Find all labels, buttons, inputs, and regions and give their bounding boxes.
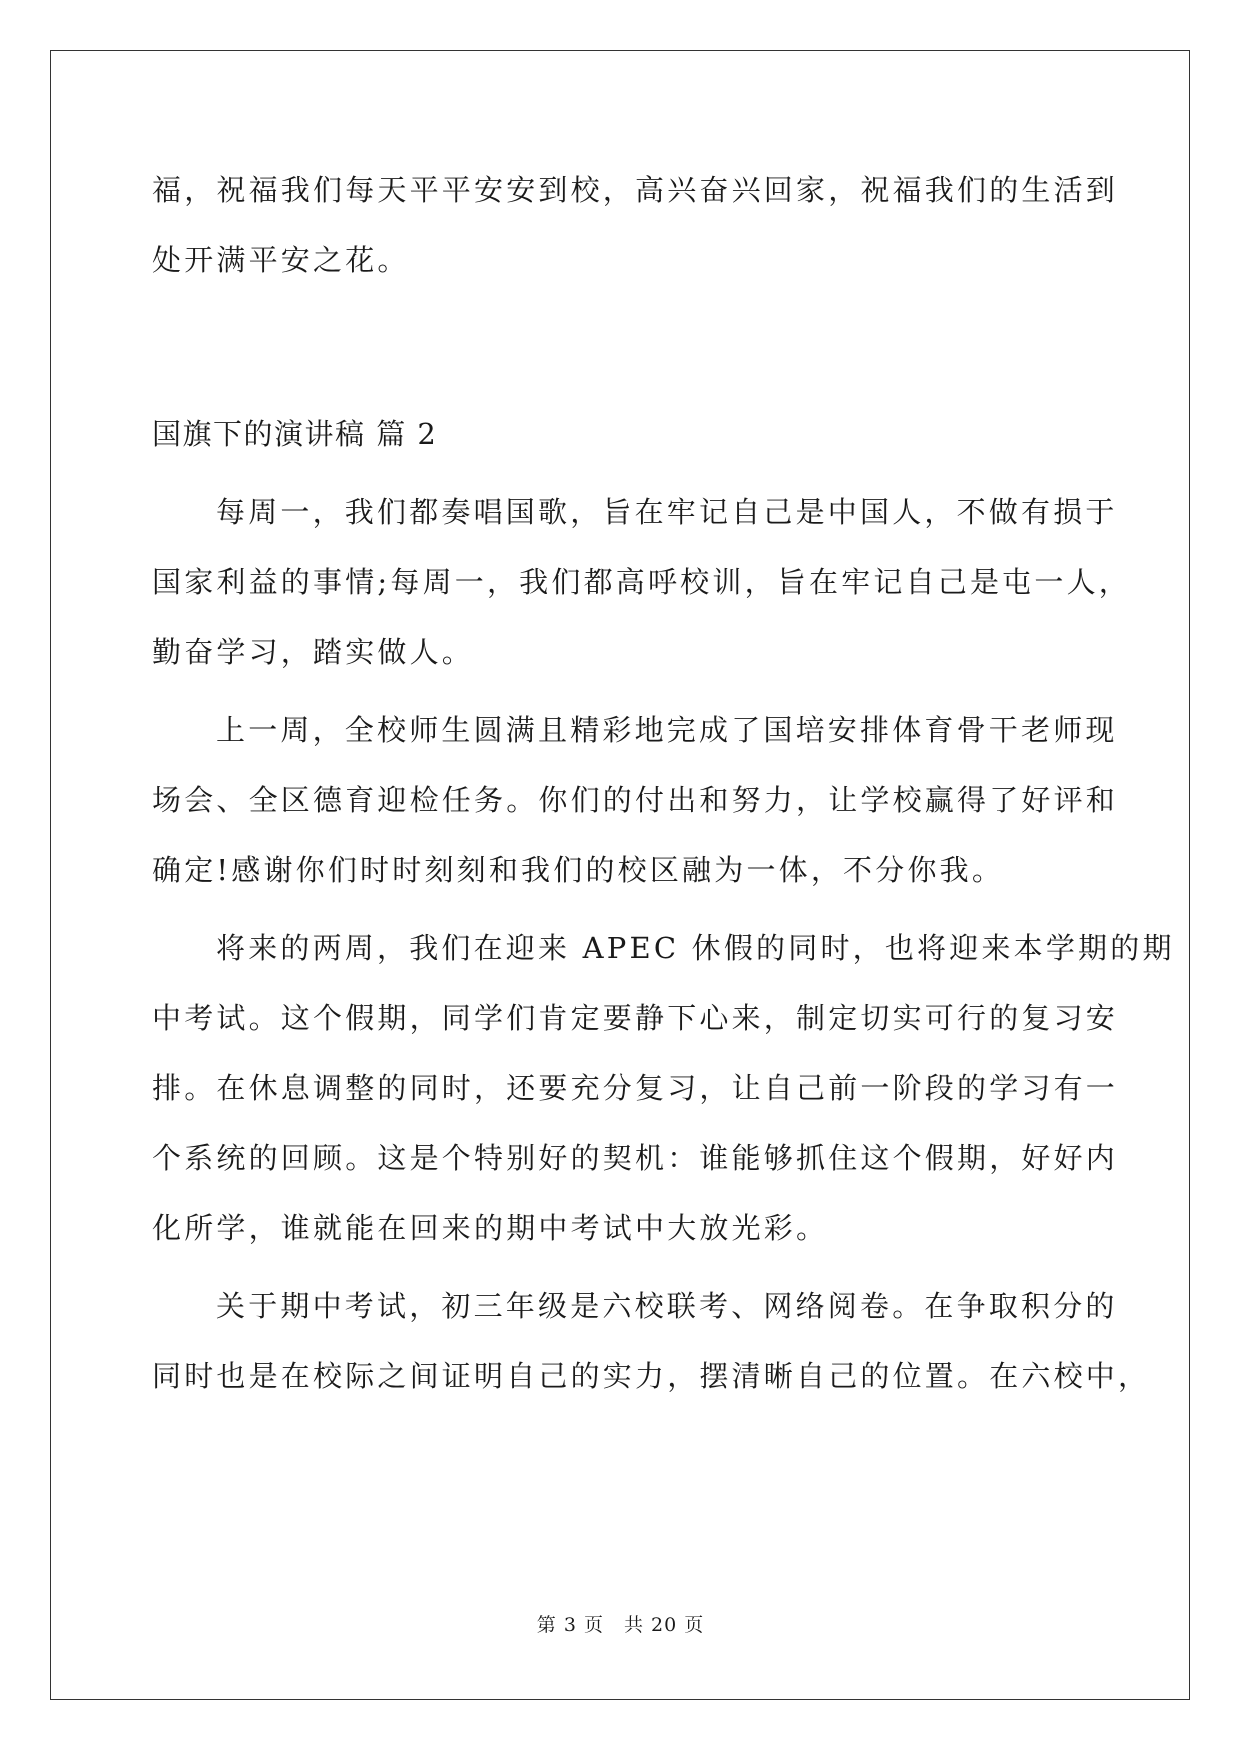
section-title: 国旗下的演讲稿 篇 2 (152, 417, 438, 451)
text-line: 将来的两周，我们在迎来 APEC 休假的同时，也将迎来本学期的期 (216, 931, 1175, 965)
text-line: 确定!感谢你们时时刻刻和我们的校区融为一体，不分你我。 (152, 853, 1005, 887)
paragraph (152, 477, 1131, 687)
text-line: 个系统的回顾。这是个特别好的契机：谁能够抓住这个假期，好好内 (152, 1141, 1119, 1175)
text-line: 上一周，全校师生圆满且精彩地完成了国培安排体育骨干老师现 (216, 713, 1118, 747)
text-line: 每周一，我们都奏唱国歌，旨在牢记自己是中国人，不做有损于 (216, 495, 1118, 529)
text-line: 国家利益的事情;每周一，我们都高呼校训，旨在牢记自己是屯一人， (152, 565, 1131, 599)
paragraph (152, 1271, 1151, 1411)
text-line: 中考试。这个假期，同学们肯定要静下心来，制定切实可行的复习安 (152, 1001, 1119, 1035)
text-line: 排。在休息调整的同时，还要充分复习，让自己前一阶段的学习有一 (152, 1071, 1119, 1105)
text-line: 福，祝福我们每天平平安安到校，高兴奋兴回家，祝福我们的生活到 (152, 173, 1119, 207)
text-line: 同时也是在校际之间证明自己的实力，摆清晰自己的位置。在六校中， (152, 1359, 1151, 1393)
text-line: 关于期中考试，初三年级是六校联考、网络阅卷。在争取积分的 (216, 1289, 1118, 1323)
text-line: 勤奋学习，踏实做人。 (152, 635, 475, 669)
text-line: 场会、全区德育迎检任务。你们的付出和努力，让学校赢得了好评和 (152, 783, 1119, 817)
text-line: 化所学，谁就能在回来的期中考试中大放光彩。 (152, 1211, 829, 1245)
paragraph (152, 913, 1175, 1263)
page-footer: 第 3 页 共 20 页 (536, 1614, 705, 1636)
text-line: 处开满平安之花。 (152, 243, 410, 277)
document-body (152, 155, 1175, 1411)
paragraph (152, 695, 1119, 905)
